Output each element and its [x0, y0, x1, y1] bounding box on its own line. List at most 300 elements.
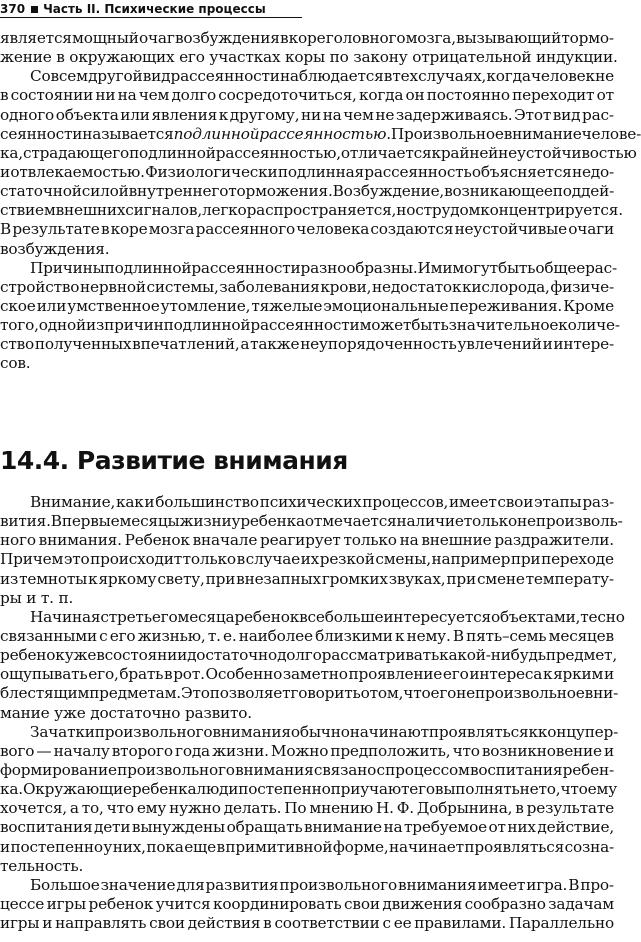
- word: только: [182, 550, 236, 569]
- word: —: [36, 741, 52, 760]
- word: дей-: [581, 182, 615, 201]
- word: отмечается: [304, 512, 397, 531]
- word: значительное: [448, 316, 559, 335]
- word: возбуждения: [174, 29, 280, 47]
- word: тесно: [580, 607, 625, 626]
- square-bullet-icon: [31, 6, 38, 13]
- word: концентрируется.: [480, 201, 623, 220]
- word: начинают: [349, 722, 429, 741]
- word: что: [560, 780, 588, 799]
- word: еще: [184, 837, 216, 856]
- text-line: [0, 742, 614, 761]
- word: требуемое: [404, 818, 487, 837]
- word: мозга,: [405, 29, 456, 47]
- word: говорить: [290, 684, 361, 703]
- word: задерживаясь.: [395, 105, 513, 124]
- word: нужно: [169, 799, 221, 818]
- running-head: [0, 1, 266, 17]
- word: что: [106, 799, 134, 818]
- word: при: [205, 569, 236, 588]
- word: с: [100, 607, 109, 626]
- word: Этот: [514, 105, 552, 124]
- word: не: [519, 780, 539, 799]
- word: а: [69, 799, 79, 818]
- text-line: [0, 914, 614, 933]
- word: вид: [142, 67, 171, 86]
- word: при: [510, 550, 541, 569]
- word: чем: [138, 86, 170, 105]
- word: уже: [64, 646, 97, 665]
- word: т.: [207, 626, 221, 645]
- text-line: [0, 143, 637, 163]
- word: недо-: [571, 162, 614, 181]
- word: действие,: [537, 818, 614, 837]
- word: коре: [110, 220, 148, 239]
- word: распространяется,: [246, 201, 397, 220]
- word: пять–семь: [466, 626, 547, 645]
- word: о: [360, 684, 370, 703]
- word: Возбуждение,: [332, 182, 445, 201]
- word: то,: [538, 780, 561, 799]
- word: к: [528, 722, 538, 741]
- word: форме,: [332, 837, 389, 856]
- word: впечатлений,: [132, 335, 240, 354]
- word: раз-: [582, 493, 614, 511]
- word: про-: [580, 875, 614, 894]
- text-line: мание уже достаточно развито.: [0, 703, 252, 722]
- word: связано: [313, 760, 377, 779]
- word: В: [50, 512, 62, 531]
- word: например: [431, 550, 511, 569]
- word: подлинной: [173, 124, 260, 143]
- word: тех: [392, 67, 418, 86]
- word: ребен-: [562, 760, 614, 779]
- word: внешние: [421, 531, 492, 550]
- word: у: [103, 837, 113, 856]
- word: случаях,: [418, 67, 487, 86]
- text-line: [0, 182, 614, 201]
- word: недостаток: [372, 277, 462, 296]
- word: позволяет: [209, 684, 291, 703]
- word: для: [176, 875, 205, 894]
- word: В: [568, 875, 580, 894]
- word: интереса: [469, 665, 543, 684]
- word: в: [164, 665, 173, 684]
- word: непроизвольное: [456, 684, 585, 703]
- word: когда: [486, 67, 531, 86]
- word: созна-: [564, 837, 614, 856]
- text-line: [0, 258, 617, 278]
- text-line: ры и т. п.: [0, 588, 74, 607]
- word: результате: [12, 220, 100, 239]
- word: очаги: [568, 220, 614, 239]
- word: внимания: [235, 760, 314, 779]
- word: переходит: [512, 86, 595, 105]
- word: в: [216, 837, 225, 856]
- word: месяцев: [548, 626, 614, 645]
- text-line: [0, 86, 614, 105]
- word: не: [595, 67, 614, 86]
- word: примитивной: [225, 837, 333, 856]
- body-text-section: [0, 493, 625, 933]
- word: смены,: [375, 550, 431, 569]
- word: нему.: [406, 626, 451, 645]
- word: а: [240, 335, 250, 354]
- text-line: [0, 335, 614, 354]
- word: Причем: [0, 550, 64, 569]
- word: вития.: [0, 512, 51, 531]
- word: сосредоточиться,: [218, 86, 357, 105]
- word: в: [0, 86, 9, 105]
- word: его: [430, 684, 457, 703]
- word: разнообразны.: [300, 258, 418, 277]
- word: головного: [325, 29, 406, 47]
- word: ее: [393, 914, 412, 933]
- word: подлинной: [163, 316, 251, 335]
- word: ребенок: [0, 646, 65, 665]
- word: задачам: [548, 894, 614, 913]
- word: том,: [369, 684, 404, 703]
- word: блестящим: [0, 684, 90, 703]
- word: объясняется: [471, 162, 572, 181]
- word: только: [343, 531, 397, 550]
- word: с: [376, 760, 385, 779]
- word: подлинной: [129, 143, 216, 162]
- word: что: [452, 741, 480, 760]
- word: Особенно: [205, 665, 283, 684]
- word: ного: [0, 531, 36, 550]
- word: температу-: [525, 569, 614, 588]
- word: внимания.: [38, 531, 122, 550]
- word: внешних: [55, 201, 126, 220]
- word: третьего: [108, 607, 178, 626]
- word: наблюдается: [279, 67, 384, 86]
- word: ярким: [553, 665, 604, 684]
- page-number: 370: [0, 2, 26, 16]
- word: или: [120, 105, 150, 124]
- word: быть: [411, 316, 449, 335]
- word: и: [0, 837, 10, 856]
- word: с: [382, 914, 391, 933]
- word: внимания: [398, 875, 477, 894]
- word: трудом: [423, 201, 481, 220]
- word: не: [375, 105, 395, 124]
- word: может: [359, 316, 412, 335]
- word: объектами,: [490, 607, 581, 626]
- word: соответствии: [274, 914, 380, 933]
- word: его: [109, 626, 136, 645]
- word: вого: [0, 741, 35, 760]
- word: его: [442, 665, 469, 684]
- word: крайней: [431, 143, 499, 162]
- word: Можно: [270, 741, 329, 760]
- word: постепенно: [10, 837, 103, 856]
- word: ка,: [0, 143, 23, 162]
- word: правилами.: [414, 914, 506, 933]
- word: воспитания: [469, 760, 563, 779]
- word: к: [395, 626, 405, 645]
- word: и: [0, 162, 10, 181]
- word: происходит: [90, 550, 182, 569]
- word: и: [542, 335, 553, 354]
- word: крови,: [320, 277, 372, 296]
- word: резкой: [319, 550, 375, 569]
- word: проявляться: [428, 722, 529, 741]
- word: отвлекаемостью.: [10, 162, 145, 181]
- word: к: [218, 105, 229, 124]
- word: связанными: [0, 626, 97, 645]
- word: возникновение: [481, 741, 602, 760]
- word: объекта: [55, 105, 119, 124]
- word: создаются: [370, 220, 454, 239]
- word: игры: [46, 894, 86, 913]
- word: Добрынина,: [416, 799, 513, 818]
- word: внезапных: [236, 569, 321, 588]
- word: вни-: [584, 684, 619, 703]
- word: количе-: [558, 316, 620, 335]
- word: е.: [222, 626, 237, 645]
- word: яркому: [98, 569, 157, 588]
- word: в: [263, 914, 272, 933]
- word: Произвольное: [390, 124, 504, 143]
- word: кислорода,: [462, 277, 550, 296]
- word: рассеянностью.: [259, 124, 391, 143]
- word: при: [446, 569, 476, 588]
- word: постоянно: [426, 86, 510, 105]
- text-line: [0, 220, 614, 239]
- word: рассеянного: [195, 220, 296, 239]
- text-line: [0, 550, 614, 569]
- word: хочется,: [0, 799, 67, 818]
- word: эмоциональные: [323, 296, 449, 315]
- word: Окружающие: [22, 780, 132, 799]
- word: учится: [155, 894, 211, 913]
- word: имеет: [448, 493, 497, 511]
- word: рассматривать: [321, 646, 440, 665]
- word: ему: [136, 799, 167, 818]
- word: ни: [95, 86, 116, 105]
- word: к: [542, 665, 553, 684]
- word: коре: [288, 29, 326, 47]
- word: на: [322, 105, 342, 124]
- word: Зачатки: [30, 722, 95, 741]
- word: Н.: [376, 799, 394, 818]
- text-line: жение в окружающих его участках коры по закону отрицательной индукции.: [0, 48, 618, 67]
- word: произвольного: [117, 760, 235, 779]
- text-line: тельность.: [0, 856, 84, 875]
- word: рас-: [582, 105, 614, 124]
- word: чем: [343, 105, 374, 124]
- word: легко: [202, 201, 247, 220]
- word: мозга: [148, 220, 195, 239]
- word: наиболее: [238, 626, 313, 645]
- word: на: [117, 86, 137, 105]
- word: быть: [497, 258, 536, 277]
- word: рассеянностью,: [215, 143, 341, 162]
- word: непроизволь-: [517, 512, 623, 531]
- word: ка.: [0, 780, 23, 799]
- word: как: [115, 493, 144, 511]
- word: обращать: [226, 818, 303, 837]
- word: или: [36, 296, 67, 315]
- word: того,: [0, 316, 39, 335]
- text-line: [0, 895, 614, 914]
- word: с: [99, 626, 108, 645]
- word: и: [603, 665, 614, 684]
- word: ни: [301, 105, 322, 124]
- word: обычно: [290, 722, 350, 741]
- word: но: [396, 201, 416, 220]
- word: ство: [0, 335, 35, 354]
- word: внимание: [304, 818, 382, 837]
- text-line: [0, 106, 614, 125]
- word: полученных: [34, 335, 132, 354]
- text-line: [0, 818, 614, 837]
- word: очаг: [139, 29, 175, 47]
- word: к: [88, 569, 98, 588]
- word: из: [0, 569, 19, 588]
- word: свои: [497, 493, 534, 511]
- word: является: [0, 29, 72, 47]
- word: их: [300, 550, 320, 569]
- word: и: [42, 914, 53, 933]
- word: в: [515, 799, 524, 818]
- word: причин: [104, 316, 164, 335]
- word: от: [596, 86, 614, 105]
- word: воспитания: [0, 818, 93, 837]
- word: дети: [93, 818, 131, 837]
- word: началу: [53, 741, 110, 760]
- word: действия: [187, 914, 261, 933]
- header-rule: [0, 17, 302, 18]
- text-line: [0, 780, 618, 799]
- text-line: [0, 665, 614, 684]
- word: возникающее: [444, 182, 553, 201]
- word: произвольного: [94, 722, 213, 741]
- word: формирование: [0, 760, 117, 779]
- word: ребенка: [240, 512, 305, 531]
- word: только: [463, 512, 518, 531]
- word: рассеянность: [364, 162, 472, 181]
- word: темноты: [19, 569, 88, 588]
- word: физиче-: [550, 277, 614, 296]
- word: ощупывать: [0, 665, 88, 684]
- word: тяжелые: [251, 296, 323, 315]
- word: вынуждены: [131, 818, 226, 837]
- word: координировать: [213, 894, 342, 913]
- word: ему: [587, 780, 618, 799]
- word: торможения.: [228, 182, 333, 201]
- word: ребенка: [131, 780, 197, 799]
- word: значение: [100, 875, 176, 894]
- word: Ф.: [396, 799, 414, 818]
- word: и: [144, 493, 155, 511]
- word: стройство: [0, 277, 80, 296]
- word: статочной: [0, 182, 82, 201]
- word: В: [0, 220, 12, 239]
- word: ребенок: [234, 607, 300, 626]
- word: состоянии: [10, 86, 94, 105]
- word: предмет,: [545, 646, 617, 665]
- word: состоянии: [104, 646, 188, 665]
- word: неупорядоченность: [300, 335, 457, 354]
- word: По: [284, 799, 307, 818]
- word: концу: [537, 722, 585, 741]
- word: месяца: [177, 607, 235, 626]
- word: неустойчивостью: [498, 143, 637, 162]
- word: долго: [171, 86, 217, 105]
- word: увлечений: [457, 335, 542, 354]
- text-line: [0, 124, 641, 144]
- word: вначале: [192, 531, 258, 550]
- word: одной: [38, 316, 86, 335]
- word: другой: [88, 67, 143, 86]
- word: пер-: [584, 722, 619, 741]
- word: рас-: [585, 258, 617, 277]
- word: больше: [324, 607, 384, 626]
- word: рот.: [173, 665, 205, 684]
- word: мощный: [72, 29, 139, 47]
- word: Большое: [30, 875, 100, 894]
- section-title: 14.4. Развитие внимания: [0, 446, 348, 475]
- word: умственное: [67, 296, 160, 315]
- word: движения: [382, 894, 463, 913]
- word: его,: [88, 665, 119, 684]
- text-line: [0, 646, 617, 665]
- text-line: [0, 297, 614, 316]
- word: его: [409, 780, 435, 799]
- word: В: [452, 626, 464, 645]
- word: у: [231, 512, 241, 531]
- word: то,: [81, 799, 104, 818]
- word: вид: [552, 105, 581, 124]
- word: из: [86, 316, 105, 335]
- word: явления: [151, 105, 218, 124]
- word: смене: [476, 569, 525, 588]
- word: процессов,: [362, 493, 449, 511]
- word: проявляться: [464, 837, 565, 856]
- text-line: [0, 799, 614, 818]
- text-line: возбуждения.: [0, 239, 110, 258]
- word: интересуется: [383, 607, 491, 626]
- word: направлять: [55, 914, 147, 933]
- text-line: [0, 570, 614, 589]
- word: Параллельно: [508, 914, 614, 933]
- word: могут: [452, 258, 498, 277]
- word: подлинной: [104, 258, 192, 277]
- text-line: [0, 876, 614, 895]
- word: это: [63, 550, 90, 569]
- word: он: [405, 86, 425, 105]
- word: жизни.: [212, 741, 269, 760]
- text-line: [0, 722, 619, 742]
- word: делать.: [223, 799, 282, 818]
- word: года: [175, 741, 210, 760]
- word: реагирует: [260, 531, 341, 550]
- word: нервной: [79, 277, 146, 296]
- word: имеет: [477, 875, 526, 894]
- word: в: [236, 550, 245, 569]
- word: процессом: [385, 760, 470, 779]
- word: громких: [321, 569, 388, 588]
- word: от: [488, 818, 506, 837]
- word: неустойчивые: [454, 220, 567, 239]
- word: мнению: [309, 799, 374, 818]
- word: Физиологически: [145, 162, 278, 181]
- text-line: [0, 493, 614, 512]
- word: переходе: [541, 550, 614, 569]
- word: Это: [180, 684, 210, 703]
